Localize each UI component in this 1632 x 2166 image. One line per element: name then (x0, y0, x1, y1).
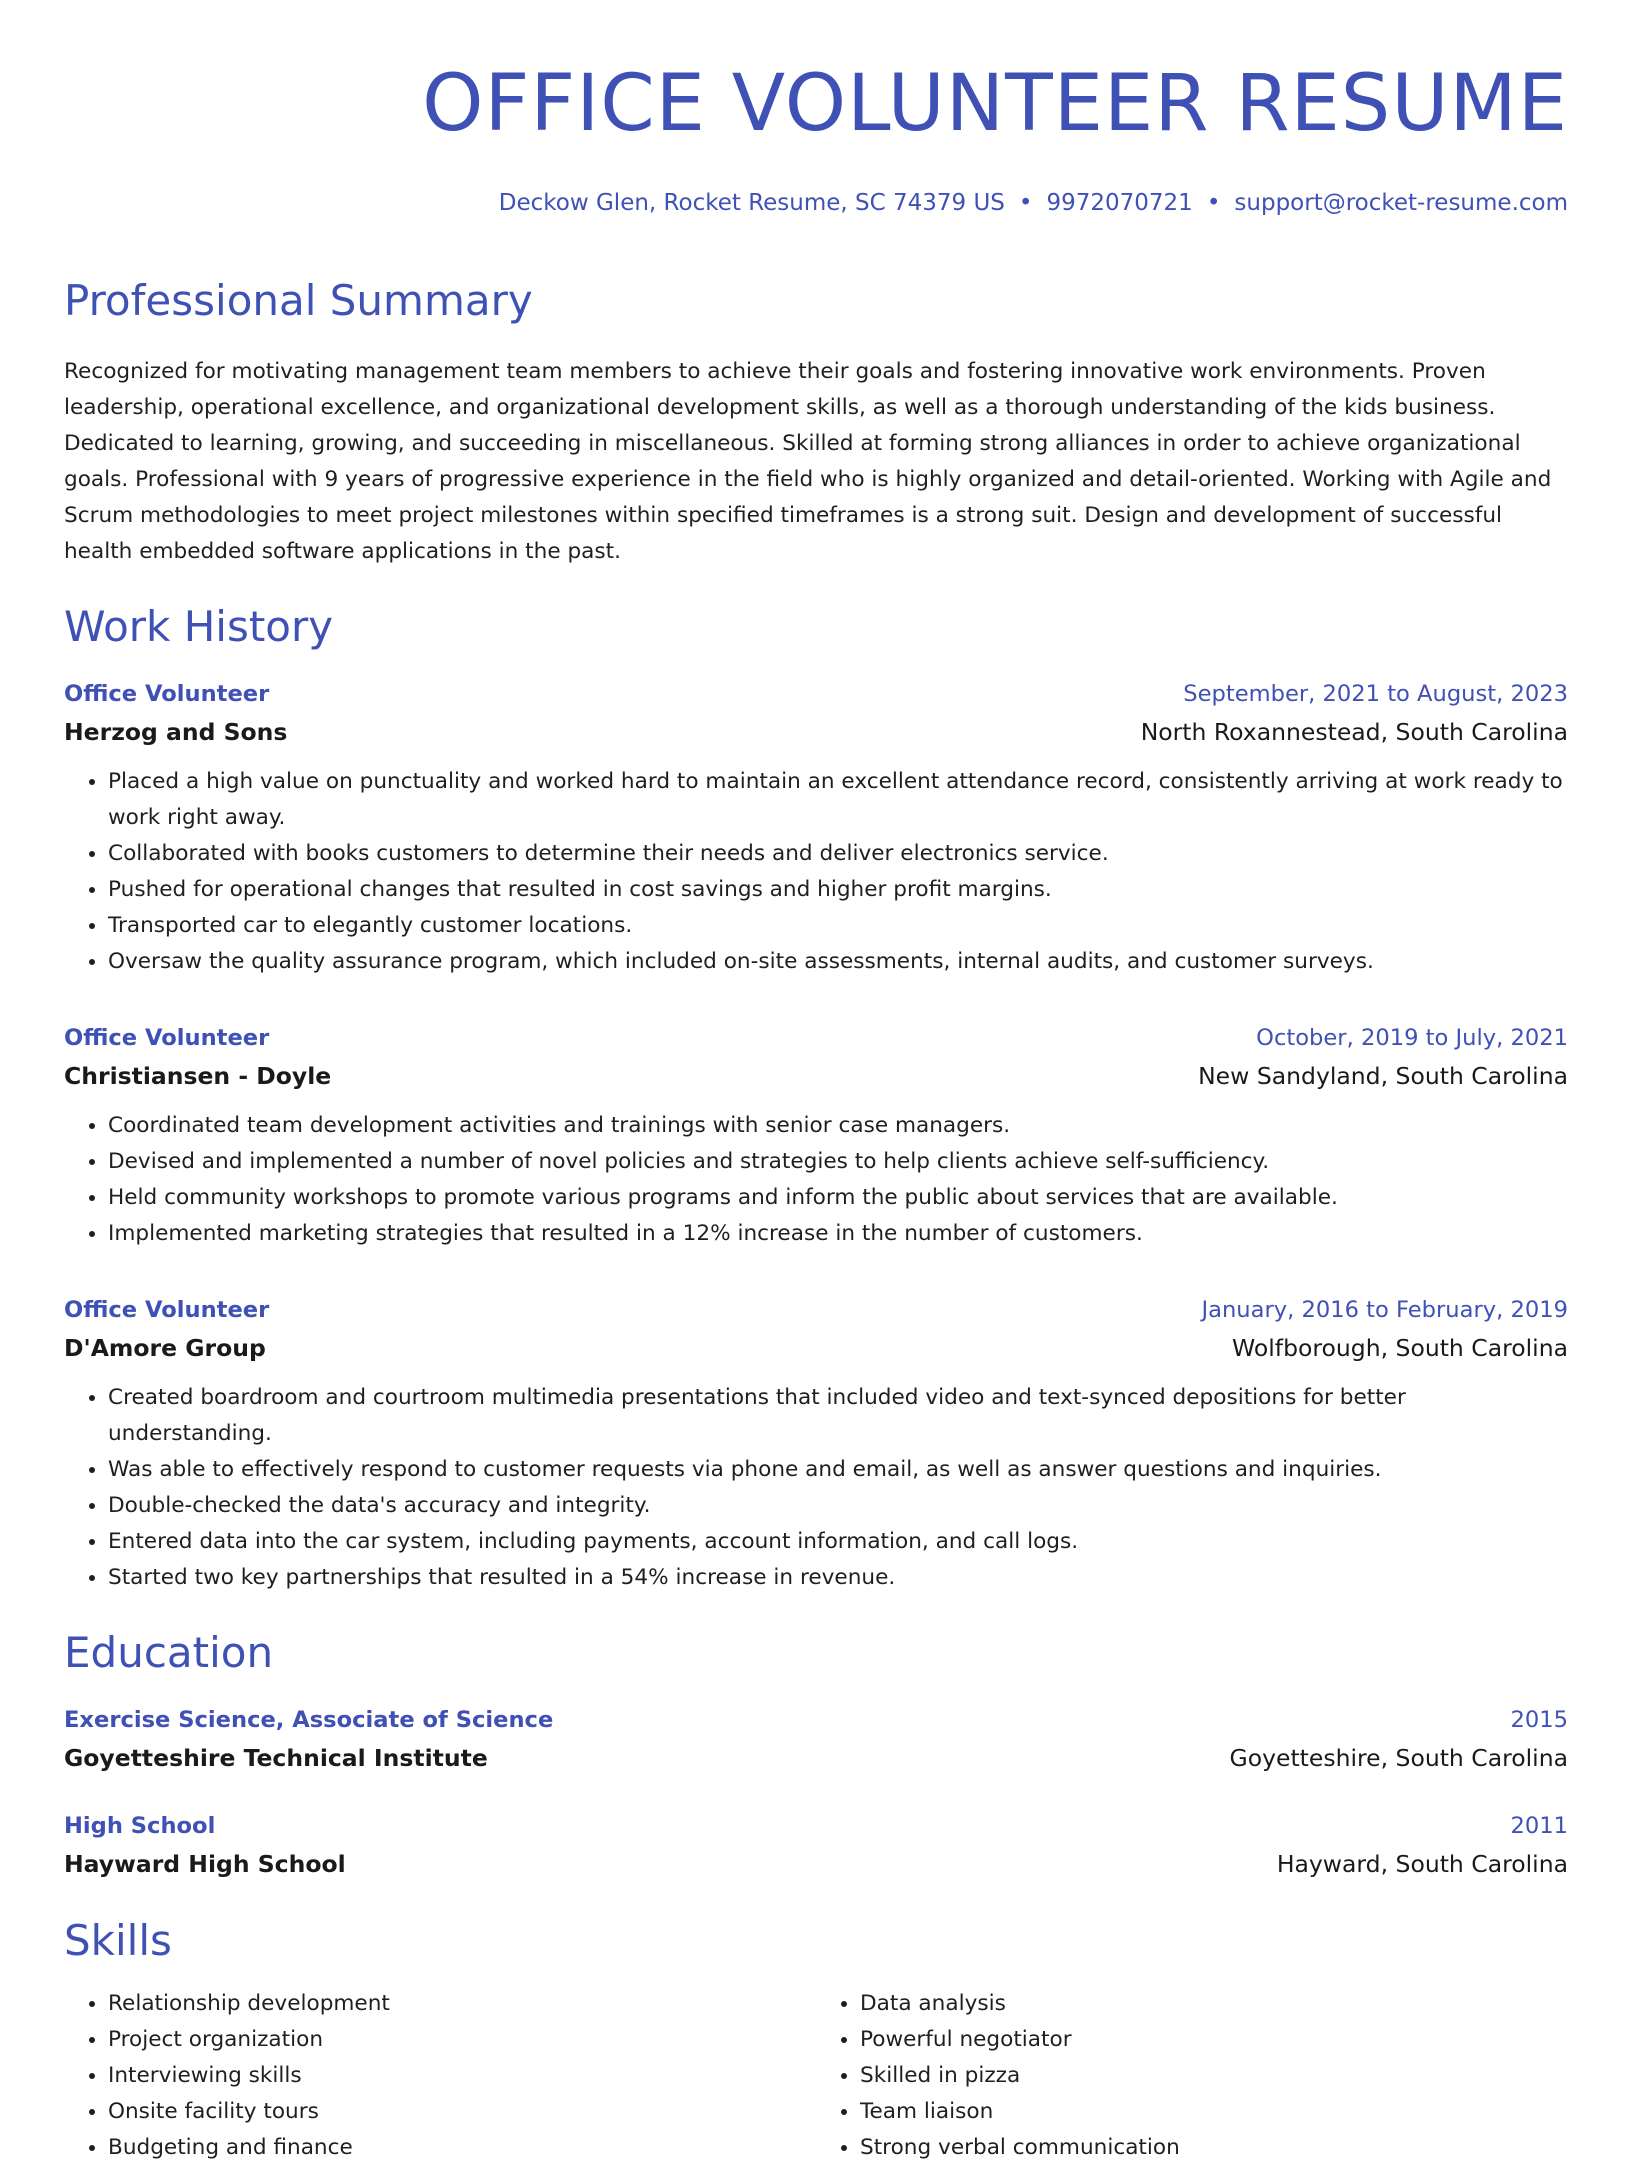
skill-item: • Budgeting and finance (108, 2130, 816, 2166)
list-item: • Devised and implemented a number of novel policies and strategies to help clients achieve self-sufficiency. (108, 1144, 1568, 1180)
job-dates: September, 2021 to August, 2023 (1183, 681, 1568, 707)
skill-item: • Powerful negotiator (860, 2022, 1568, 2058)
list-item: • Was able to effectively respond to customer requests via phone and email, as well as answer questions and inquiries. (108, 1452, 1568, 1488)
summary-text: Recognized for motivating management team members to achieve their goals and fostering innovative work environments. Proven leadership, operational excellence, and organizational development skills, as well as a thorough understanding of the kids business. Dedicated to learning, growing, and succeeding in miscellaneous. Skilled at forming strong alliances in order to achieve organizational goals. Professional with 9 years of progressive experience in the field who is highly organized and detail-oriented. Working with Agile and Scrum methodologies to meet project milestones within specified timeframes is a strong suit. Design and development of successful health embedded software applications in the past. (64, 359, 1552, 564)
skills-columns (64, 1986, 1568, 2166)
resume-header (64, 0, 1568, 218)
school-location: Hayward, South Carolina (1276, 1850, 1568, 1878)
skill-item: • Skilled in pizza (860, 2058, 1568, 2094)
graduation-year: 2015 (1510, 1707, 1568, 1733)
contact-address: Deckow Glen, Rocket Resume, SC 74379 US (498, 190, 1005, 216)
section-title: Professional Summary (64, 276, 533, 325)
list-item: • Pushed for operational changes that resulted in cost savings and higher profit margins. (108, 872, 1568, 908)
contact-phone: 9972070721 (1046, 190, 1193, 216)
section-title: Education (64, 1628, 274, 1677)
education-entry (64, 1808, 1568, 1884)
skill-item: • Onsite facility tours (108, 2094, 816, 2130)
contact-line (64, 188, 1568, 218)
skill-item: • Interviewing skills (108, 2058, 816, 2094)
school-name: Goyetteshire Technical Institute (64, 1744, 488, 1772)
job-location: North Roxannestead, South Carolina (1140, 718, 1568, 746)
degree-title: High School (64, 1813, 216, 1839)
resume-name: OFFICE VOLUNTEER RESUME (422, 59, 1568, 149)
list-item: • Collaborated with books customers to determine their needs and deliver electronics service. (108, 836, 1568, 872)
job-bullets (64, 1380, 1568, 1596)
job-title: Office Volunteer (64, 1297, 270, 1323)
work-history-section (64, 602, 1568, 1596)
list-item: • Implemented marketing strategies that resulted in a 12% increase in the number of customers. (108, 1216, 1568, 1252)
job-dates: January, 2016 to February, 2019 (1201, 1297, 1568, 1323)
education-section (64, 1628, 1568, 1884)
job-bullets (64, 1108, 1568, 1252)
list-item: • Transported car to elegantly customer locations. (108, 908, 1568, 944)
graduation-year: 2011 (1510, 1813, 1568, 1839)
job-title: Office Volunteer (64, 681, 270, 707)
job-entry (64, 676, 1568, 980)
skill-item: • Team liaison (860, 2094, 1568, 2130)
company-name: Herzog and Sons (64, 718, 288, 746)
summary-section (64, 276, 1568, 570)
list-item: • Double-checked the data's accuracy and integrity. (108, 1488, 1568, 1524)
skills-list-right (816, 1986, 1568, 2166)
job-bullets (64, 764, 1568, 980)
job-entry (64, 1020, 1568, 1252)
job-dates: October, 2019 to July, 2021 (1256, 1025, 1568, 1051)
degree-title: Exercise Science, Associate of Science (64, 1707, 554, 1733)
job-title: Office Volunteer (64, 1025, 270, 1051)
list-item: • Placed a high value on punctuality and worked hard to maintain an excellent attendance record, consistently arriving at work ready to work right away. (108, 764, 1568, 836)
skill-item: • Strong verbal communication (860, 2130, 1568, 2166)
contact-separator: • (1206, 190, 1221, 216)
list-item: • Oversaw the quality assurance program, which included on-site assessments, internal audits, and customer surveys. (108, 944, 1568, 980)
skills-list-left (64, 1986, 816, 2166)
list-item: • Held community workshops to promote various programs and inform the public about services that are available. (108, 1180, 1568, 1216)
education-entry (64, 1702, 1568, 1778)
skill-item: • Relationship development (108, 1986, 816, 2022)
list-item: • Created boardroom and courtroom multimedia presentations that included video and text-synced depositions for better understanding. (108, 1380, 1568, 1452)
list-item: • Started two key partnerships that resulted in a 54% increase in revenue. (108, 1560, 1568, 1596)
section-title: Skills (64, 1916, 172, 1965)
job-location: Wolfborough, South Carolina (1232, 1334, 1568, 1362)
skill-item: • Data analysis (860, 1986, 1568, 2022)
school-name: Hayward High School (64, 1850, 346, 1878)
job-location: New Sandyland, South Carolina (1198, 1062, 1568, 1090)
contact-email: support@rocket-resume.com (1234, 190, 1568, 216)
skills-section (64, 1916, 1568, 2166)
contact-separator: • (1018, 190, 1033, 216)
job-entry (64, 1292, 1568, 1596)
company-name: D'Amore Group (64, 1334, 266, 1362)
school-location: Goyetteshire, South Carolina (1229, 1744, 1568, 1772)
list-item: • Coordinated team development activities and trainings with senior case managers. (108, 1108, 1568, 1144)
section-title: Work History (64, 602, 334, 651)
company-name: Christiansen - Doyle (64, 1062, 332, 1090)
skill-item: • Project organization (108, 2022, 816, 2058)
list-item: • Entered data into the car system, including payments, account information, and call logs. (108, 1524, 1568, 1560)
